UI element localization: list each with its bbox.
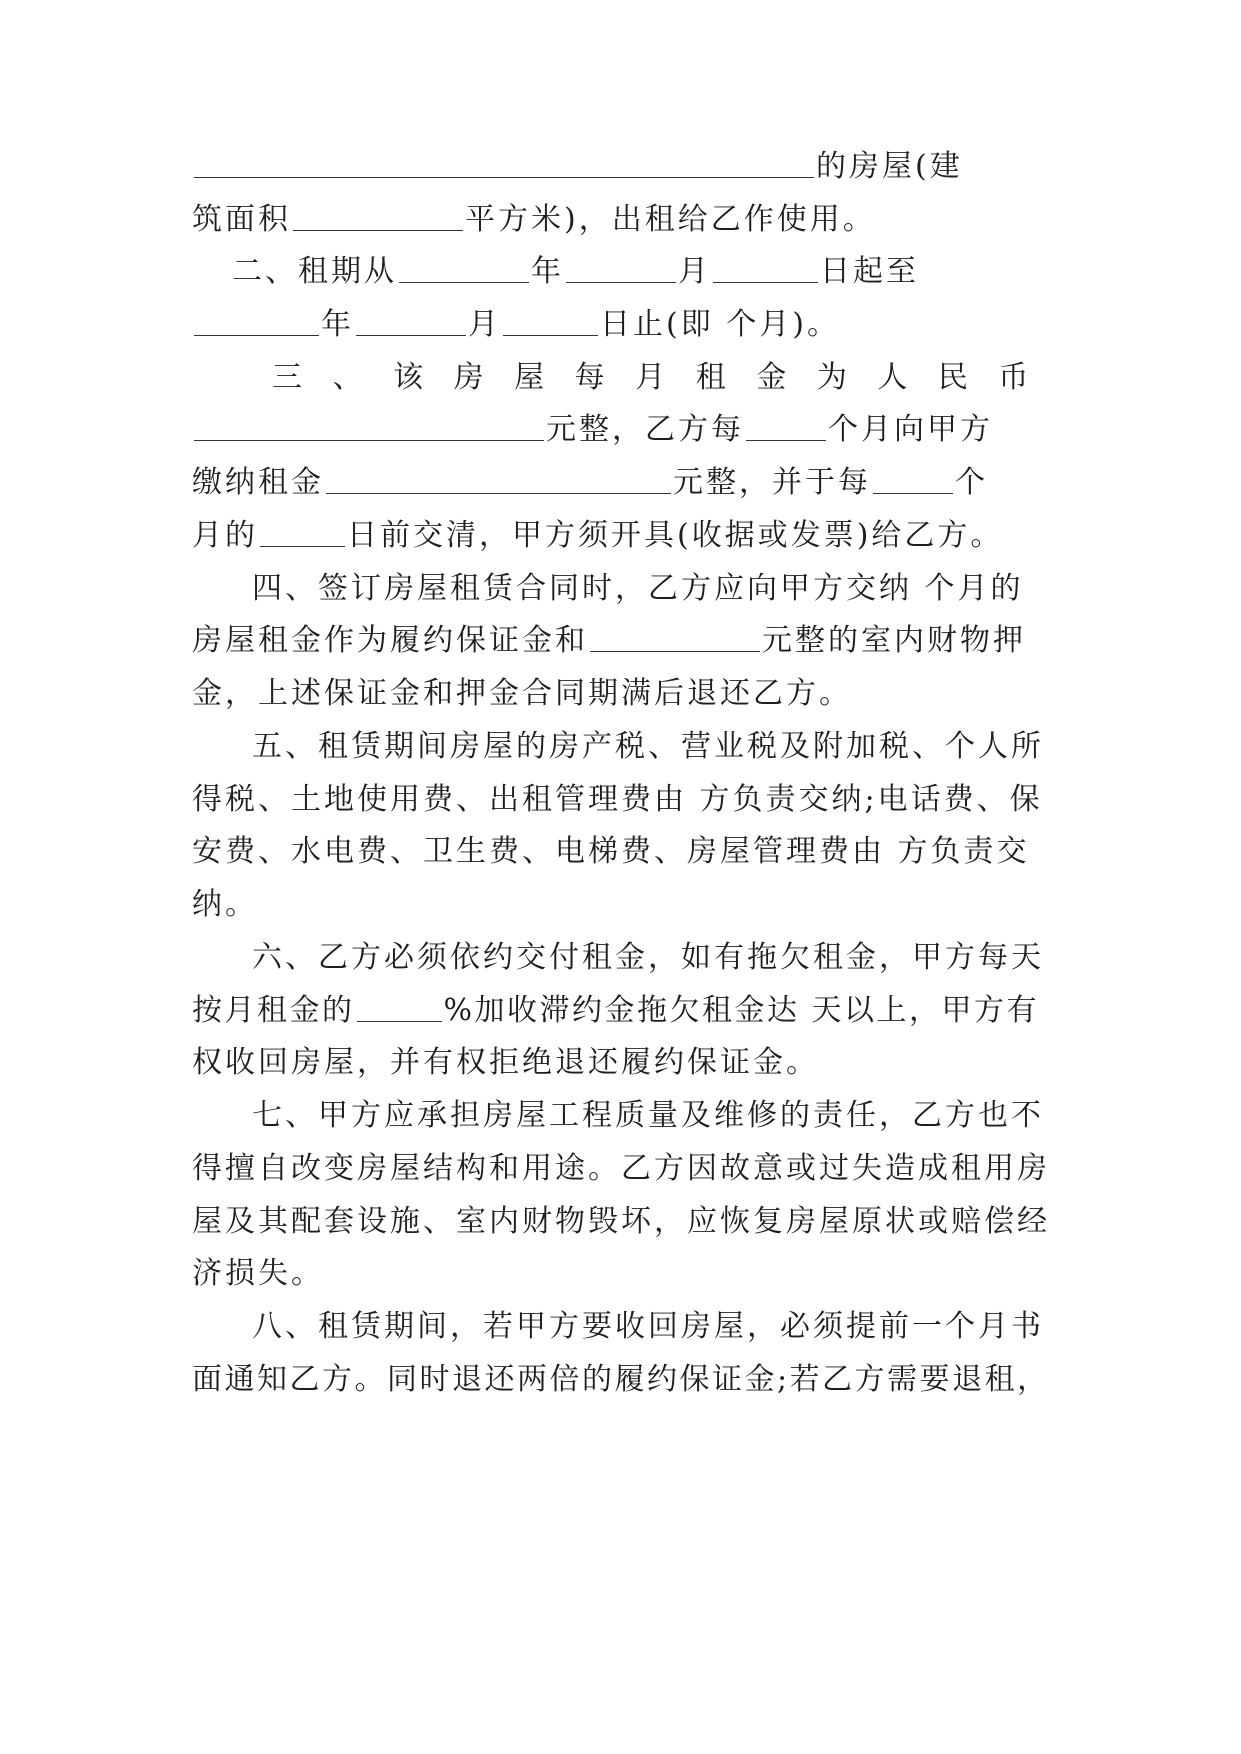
text-segment: 月 [468, 307, 501, 342]
text-segment: 日起至 [820, 254, 919, 289]
text-line [192, 305, 1050, 345]
fill-blank [713, 252, 818, 283]
fill-blank [503, 305, 598, 336]
fill-blank [590, 621, 760, 652]
text-segment: 年 [531, 254, 564, 289]
text-line [192, 832, 1050, 872]
text-segment: 纳。 [192, 887, 258, 922]
fill-blank [326, 463, 671, 494]
text-segment: 按月租金的 [192, 993, 355, 1028]
text-segment: 的房屋(建 [816, 149, 963, 184]
text-segment: 安费、水电费、卫生费、电梯费、房屋管理费由 方负责交 [192, 834, 1030, 869]
text-line [192, 1149, 1050, 1189]
text-segment: 日止(即 个月)。 [600, 307, 840, 342]
text-segment: 缴纳租金 [192, 465, 324, 500]
fill-blank [356, 305, 466, 336]
fill-blank [194, 410, 544, 441]
text-line [192, 516, 1050, 556]
text-line [192, 621, 1050, 661]
fill-blank [746, 410, 826, 441]
text-line [192, 780, 1050, 820]
text-line [192, 1202, 1050, 1242]
text-line [192, 410, 1050, 450]
text-line [192, 1360, 1050, 1400]
text-segment: 八、租赁期间，若甲方要收回房屋，必须提前一个月书 [252, 1309, 1044, 1344]
text-segment: 四、签订房屋租赁合同时，乙方应向甲方交纳 个月的 [252, 571, 1024, 606]
text-line [192, 200, 1050, 240]
text-segment: 得擅自改变房屋结构和用途。乙方因故意或过失造成租用房 [192, 1151, 1050, 1186]
text-segment: 年 [321, 307, 354, 342]
text-segment: 月 [678, 254, 711, 289]
text-segment: 七、甲方应承担房屋工程质量及维修的责任，乙方也不 [252, 1098, 1044, 1133]
fill-blank [260, 516, 345, 547]
text-segment: 元整的室内财物押 [762, 623, 1026, 658]
text-segment: 五、租赁期间房屋的房产税、营业税及附加税、个人所 [252, 729, 1044, 764]
text-segment: 面通知乙方。同时退还两倍的履约保证金;若乙方需要退租， [192, 1362, 1050, 1397]
text-line [252, 1307, 1050, 1347]
text-segment: 个月向甲方 [828, 412, 993, 447]
text-line [192, 991, 1050, 1031]
text-line [252, 727, 1050, 767]
text-segment: %加收滞约金拖欠租金达 天以上，甲方有 [443, 993, 1040, 1028]
fill-blank [357, 991, 442, 1022]
text-segment: 元整，并于每 [673, 465, 871, 500]
text-line [192, 674, 1050, 714]
text-segment: 得税、土地使用费、出租管理费由 方负责交纳;电话费、保 [192, 782, 1043, 817]
text-segment: 二、租期从 [232, 254, 397, 289]
text-line [252, 1096, 1050, 1136]
text-line [252, 938, 1050, 978]
fill-blank [194, 305, 319, 336]
text-segment: 权收回房屋，并有权拒绝退还履约保证金。 [192, 1045, 819, 1080]
fill-blank [873, 463, 953, 494]
fill-blank [194, 147, 814, 178]
text-segment: 六、乙方必须依约交付租金，如有拖欠租金，甲方每天 [252, 940, 1044, 975]
text-line [192, 463, 1050, 503]
fill-blank [566, 252, 676, 283]
text-line [272, 358, 1050, 398]
text-line [192, 1254, 1050, 1294]
text-segment: 元整，乙方每 [546, 412, 744, 447]
text-segment: 济损失。 [192, 1256, 324, 1291]
text-segment: 房屋租金作为履约保证金和 [192, 623, 588, 658]
text-segment: 个 [955, 465, 988, 500]
text-line [192, 1043, 1050, 1083]
text-segment: 平方米)，出租给乙作使用。 [465, 202, 876, 237]
text-line [192, 885, 1050, 925]
text-segment: 筑面积 [192, 202, 291, 237]
text-segment: 金，上述保证金和押金合同期满后退还乙方。 [192, 676, 852, 711]
text-segment: 月的 [192, 518, 258, 553]
fill-blank [293, 200, 463, 231]
text-line [252, 569, 1050, 609]
fill-blank [399, 252, 529, 283]
text-segment: 屋及其配套设施、室内财物毁坏，应恢复房屋原状或赔偿经 [192, 1204, 1050, 1239]
text-line [192, 147, 1050, 187]
text-segment: 三 、 该 房 屋 每 月 租 金 为 人 民 币 [272, 360, 1039, 395]
text-line [232, 252, 1050, 292]
text-segment: 日前交清，甲方须开具(收据或发票)给乙方。 [347, 518, 1004, 553]
